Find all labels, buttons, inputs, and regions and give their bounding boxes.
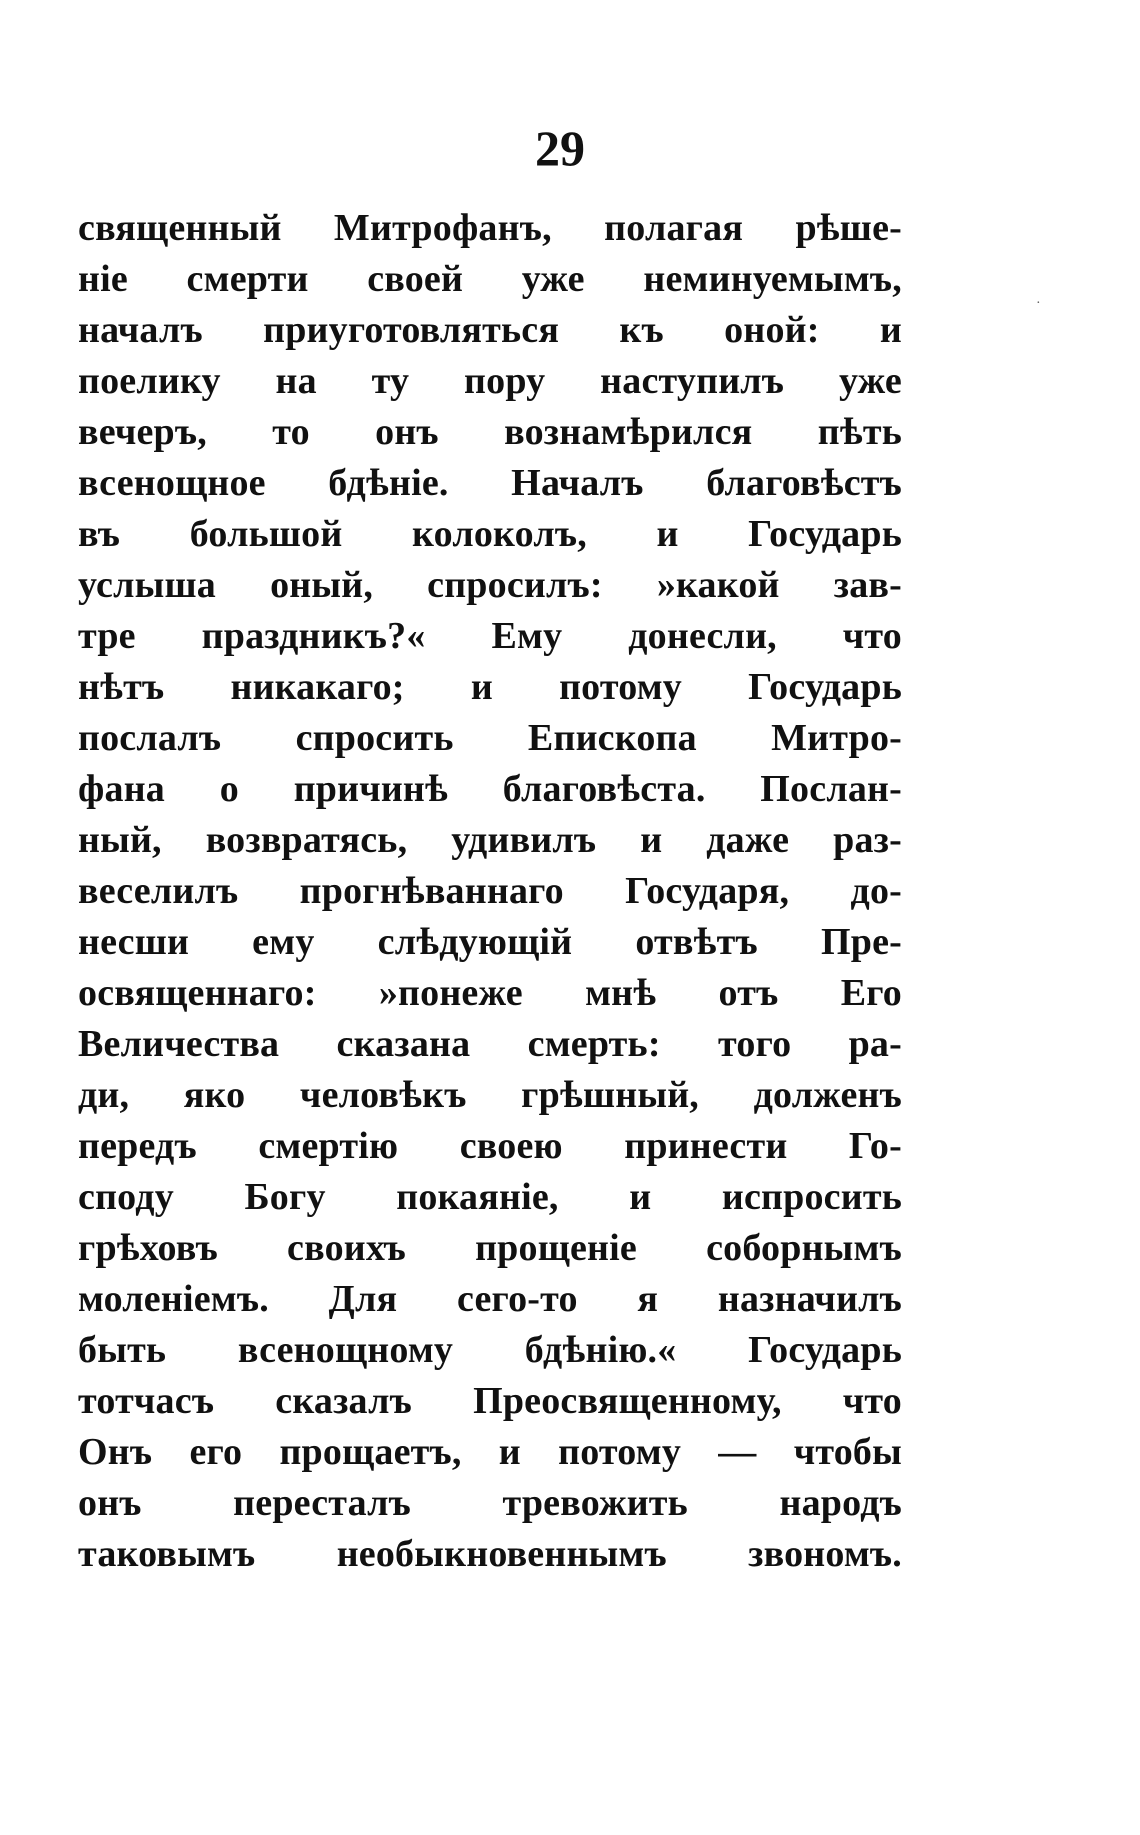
text-line: грѣховъ своихъ прощенiе соборнымъ bbox=[78, 1227, 902, 1269]
text-line: несши ему слѣдующiй отвѣтъ Пре- bbox=[78, 921, 902, 963]
text-line: веселилъ прогнѣваннаго Государя, до- bbox=[78, 870, 902, 912]
text-line: ный, возвратясь, удивилъ и даже раз- bbox=[78, 819, 902, 861]
text-line: священный Митрофанъ, полагая рѣше- bbox=[78, 207, 902, 249]
text-line: моленiемъ. Для сего-то я назначилъ bbox=[78, 1278, 902, 1320]
body-text bbox=[78, 203, 902, 1580]
text-line: нѣтъ никакаго; и потому Государь bbox=[78, 666, 902, 708]
text-line: нiе смерти своей уже неминуемымъ, bbox=[78, 258, 902, 300]
text-line: фана о причинѣ благовѣста. Послан- bbox=[78, 768, 902, 810]
text-line: освященнаго: »понеже мнѣ отъ Его bbox=[78, 972, 902, 1014]
text-line: онъ пересталъ тревожить народъ bbox=[78, 1482, 902, 1524]
page-number: 29 bbox=[535, 120, 585, 176]
text-line: началъ приуготовляться къ оной: и bbox=[78, 309, 902, 351]
text-line: споду Богу покаянiе, и испросить bbox=[78, 1176, 902, 1218]
text-line: поелику на ту пору наступилъ уже bbox=[78, 360, 902, 402]
text-line: послалъ спросить Епископа Митро- bbox=[78, 717, 902, 759]
text-line: въ большой колоколъ, и Государь bbox=[78, 513, 902, 555]
text-line: тотчасъ сказалъ Преосвященному, что bbox=[78, 1380, 902, 1422]
text-line: быть всенощному бдѣнiю.« Государь bbox=[78, 1329, 902, 1371]
text-line: передъ смертiю своею принести Го- bbox=[78, 1125, 902, 1167]
text-line: Величества сказана смерть: того ра- bbox=[78, 1023, 902, 1065]
text-line: услыша оный, спросилъ: »какой зав- bbox=[78, 564, 902, 606]
text-line: ди, яко человѣкъ грѣшный, долженъ bbox=[78, 1074, 902, 1116]
text-line: таковымъ необыкновеннымъ звономъ. bbox=[78, 1533, 902, 1575]
text-line: вечеръ, то онъ вознамѣрился пѣть bbox=[78, 411, 902, 453]
scan-speck: · bbox=[1036, 296, 1041, 311]
text-line: всенощное бдѣнiе. Началъ благовѣстъ bbox=[78, 462, 902, 504]
text-line: Онъ его прощаетъ, и потому — чтобы bbox=[78, 1431, 902, 1473]
text-line: тре праздникъ?« Ему донесли, что bbox=[78, 615, 902, 657]
